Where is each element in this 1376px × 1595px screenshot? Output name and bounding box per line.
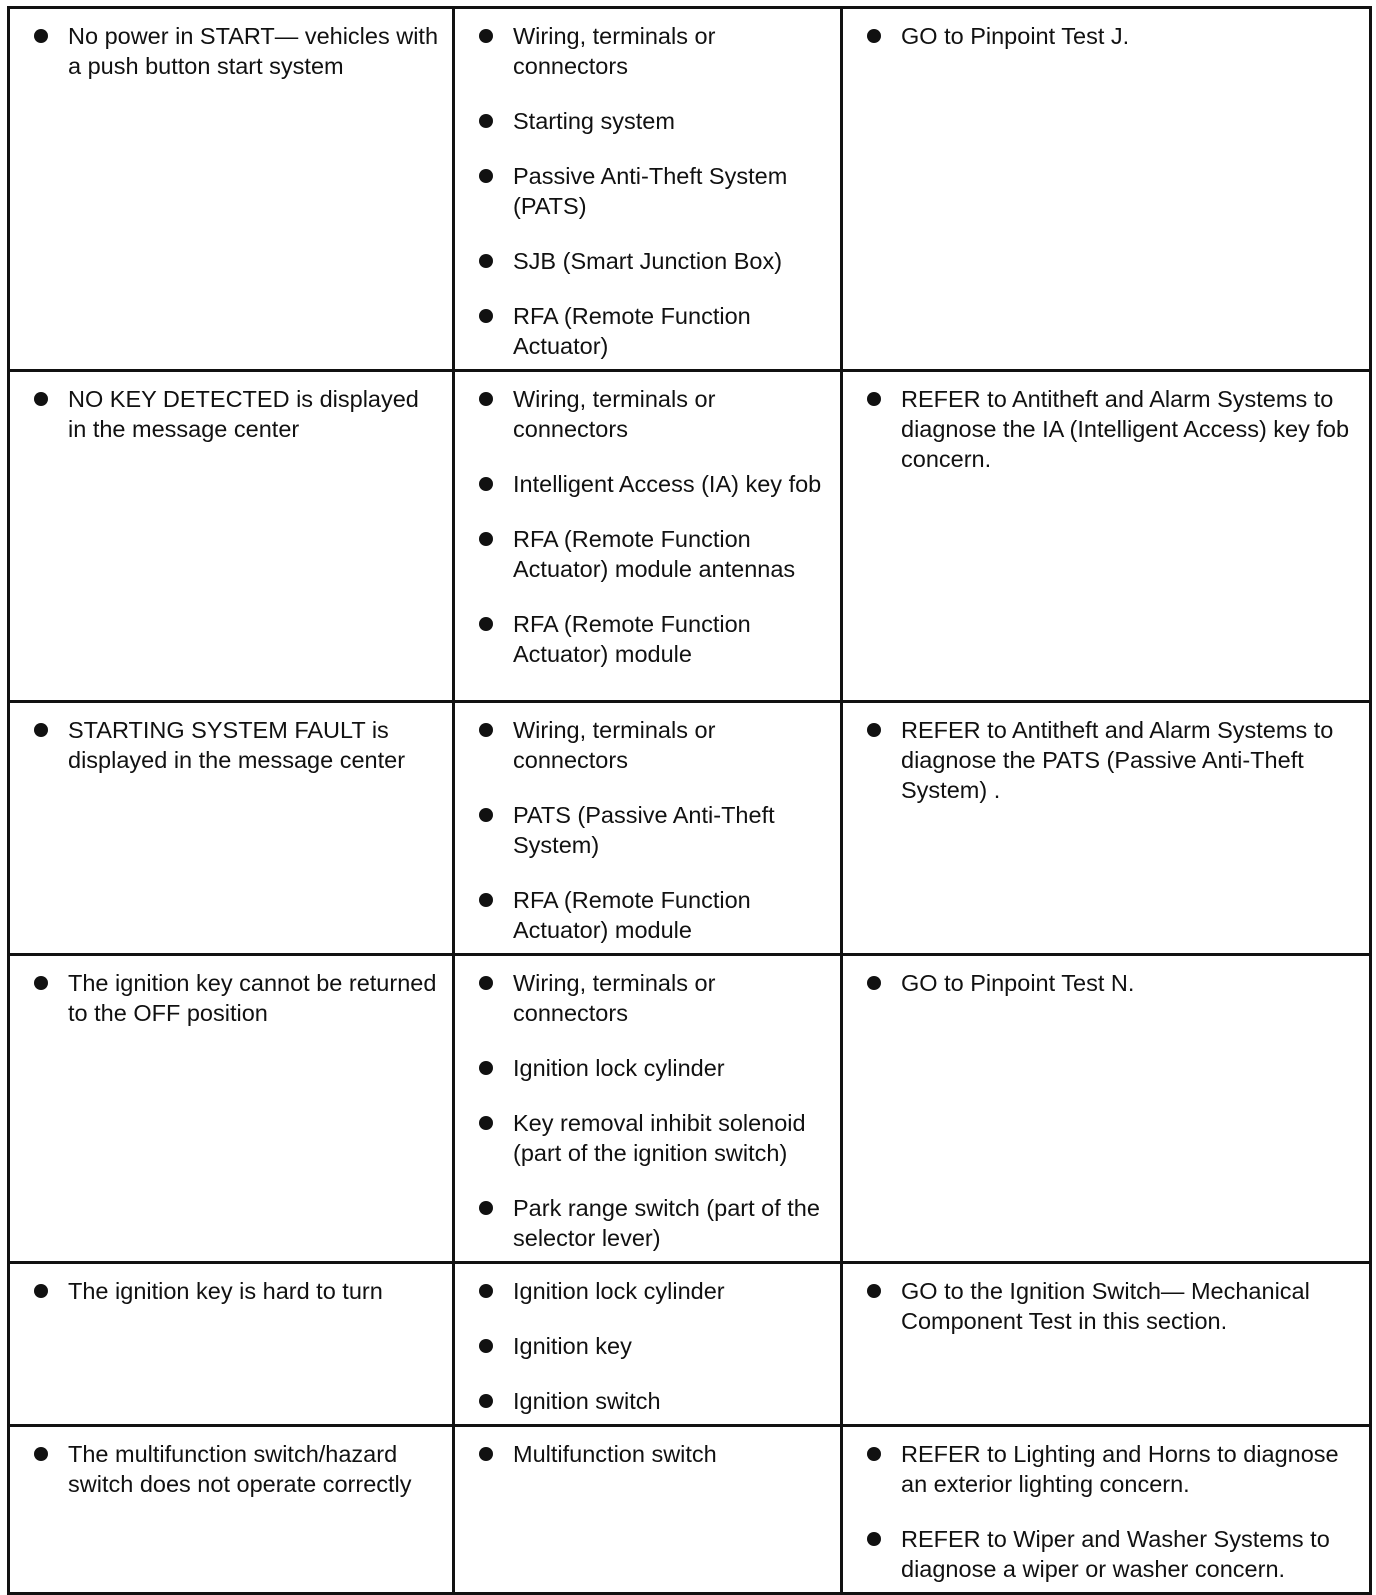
table-row [9, 8, 1371, 371]
condition-cell [9, 8, 454, 371]
list-item [465, 885, 830, 945]
bullet-icon [479, 808, 493, 822]
action-cell [842, 1426, 1371, 1594]
bullet-icon [867, 976, 881, 990]
bullet-list [853, 968, 1359, 998]
list-item [20, 715, 442, 775]
bullet-icon [479, 723, 493, 737]
bullet-list [20, 968, 442, 1028]
item-text: The ignition key cannot be returned to the OFF position [68, 970, 437, 1026]
list-item [465, 524, 830, 584]
bullet-icon [34, 1284, 48, 1298]
item-text: STARTING SYSTEM FAULT is displayed in the message center [68, 717, 406, 773]
bullet-list [465, 968, 830, 1253]
item-text: The ignition key is hard to turn [68, 1278, 383, 1304]
list-item [465, 469, 830, 499]
action-cell [842, 8, 1371, 371]
bullet-icon [479, 1284, 493, 1298]
list-item [853, 968, 1359, 998]
list-item [465, 968, 830, 1028]
table-row [9, 371, 1371, 702]
list-item [465, 1108, 830, 1168]
possible-sources-cell [454, 955, 842, 1263]
item-text: Ignition key [513, 1333, 632, 1359]
list-item [20, 384, 442, 444]
list-item [853, 1276, 1359, 1336]
list-item [853, 384, 1359, 474]
bullet-icon [479, 1061, 493, 1075]
bullet-icon [479, 1447, 493, 1461]
bullet-icon [867, 1447, 881, 1461]
item-text: REFER to Lighting and Horns to diagnose an exterior lighting concern. [901, 1441, 1339, 1497]
list-item [20, 21, 442, 81]
item-text: Park range switch (part of the selector lever) [513, 1195, 820, 1251]
item-text: No power in START— vehicles with a push button start system [68, 23, 439, 79]
action-cell [842, 702, 1371, 955]
item-text: Wiring, terminals or connectors [513, 717, 716, 773]
bullet-icon [867, 392, 881, 406]
item-text: GO to the Ignition Switch— Mechanical Component Test in this section. [901, 1278, 1310, 1334]
bullet-list [853, 384, 1359, 474]
possible-sources-cell [454, 1263, 842, 1426]
possible-sources-cell [454, 371, 842, 702]
possible-sources-cell [454, 702, 842, 955]
bullet-icon [34, 392, 48, 406]
bullet-icon [479, 114, 493, 128]
item-text: The multifunction switch/hazard switch does not operate correctly [68, 1441, 412, 1497]
list-item [465, 161, 830, 221]
list-item [853, 1524, 1359, 1584]
list-item [465, 800, 830, 860]
bullet-icon [867, 1284, 881, 1298]
bullet-list [465, 21, 830, 361]
bullet-icon [479, 169, 493, 183]
bullet-icon [479, 1116, 493, 1130]
list-item [853, 21, 1359, 51]
action-cell [842, 955, 1371, 1263]
condition-cell [9, 371, 454, 702]
item-text: SJB (Smart Junction Box) [513, 248, 783, 274]
list-item [465, 1276, 830, 1306]
action-cell [842, 371, 1371, 702]
bullet-list [853, 21, 1359, 51]
item-text: RFA (Remote Function Actuator) [513, 303, 751, 359]
bullet-icon [479, 976, 493, 990]
list-item [465, 301, 830, 361]
bullet-list [853, 1439, 1359, 1584]
item-text: Wiring, terminals or connectors [513, 386, 716, 442]
condition-cell [9, 702, 454, 955]
bullet-list [20, 1276, 442, 1306]
bullet-icon [479, 532, 493, 546]
bullet-icon [479, 477, 493, 491]
item-text: Multifunction switch [513, 1441, 717, 1467]
bullet-list [465, 384, 830, 669]
list-item [853, 1439, 1359, 1499]
item-text: NO KEY DETECTED is displayed in the message center [68, 386, 419, 442]
list-item [465, 246, 830, 276]
list-item [465, 715, 830, 775]
list-item [465, 21, 830, 81]
list-item [20, 968, 442, 1028]
bullet-list [20, 1439, 442, 1499]
condition-cell [9, 1263, 454, 1426]
bullet-list [465, 715, 830, 945]
item-text: Wiring, terminals or connectors [513, 23, 716, 79]
bullet-icon [479, 617, 493, 631]
item-text: Wiring, terminals or connectors [513, 970, 716, 1026]
list-item [20, 1276, 442, 1306]
list-item [465, 1193, 830, 1253]
bullet-icon [867, 723, 881, 737]
item-text: Ignition lock cylinder [513, 1055, 725, 1081]
bullet-icon [34, 1447, 48, 1461]
bullet-list [853, 715, 1359, 805]
bullet-icon [479, 1394, 493, 1408]
item-text: RFA (Remote Function Actuator) module [513, 611, 751, 667]
list-item [853, 715, 1359, 805]
item-text: RFA (Remote Function Actuator) module antennas [513, 526, 796, 582]
list-item [465, 1439, 830, 1469]
item-text: Ignition lock cylinder [513, 1278, 725, 1304]
item-text: REFER to Antitheft and Alarm Systems to diagnose the PATS (Passive Anti-Theft System) . [901, 717, 1334, 803]
bullet-icon [479, 392, 493, 406]
bullet-icon [867, 29, 881, 43]
symptom-chart-table [7, 6, 1372, 1595]
bullet-list [465, 1276, 830, 1416]
bullet-list [853, 1276, 1359, 1336]
bullet-icon [34, 29, 48, 43]
table-row [9, 955, 1371, 1263]
bullet-list [465, 1439, 830, 1469]
symptom-chart-body [9, 8, 1371, 1594]
bullet-icon [479, 309, 493, 323]
item-text: Ignition switch [513, 1388, 661, 1414]
list-item [465, 609, 830, 669]
list-item [465, 106, 830, 136]
item-text: GO to Pinpoint Test J. [901, 23, 1130, 49]
possible-sources-cell [454, 8, 842, 371]
bullet-icon [34, 976, 48, 990]
condition-cell [9, 1426, 454, 1594]
bullet-list [20, 21, 442, 81]
table-row [9, 1426, 1371, 1594]
list-item [465, 1053, 830, 1083]
item-text: REFER to Wiper and Washer Systems to diagnose a wiper or washer concern. [901, 1526, 1330, 1582]
item-text: Starting system [513, 108, 675, 134]
item-text: Key removal inhibit solenoid (part of the ignition switch) [513, 1110, 806, 1166]
condition-cell [9, 955, 454, 1263]
bullet-list [20, 384, 442, 444]
bullet-icon [479, 893, 493, 907]
item-text: Passive Anti-Theft System (PATS) [513, 163, 788, 219]
table-row [9, 1263, 1371, 1426]
list-item [465, 384, 830, 444]
bullet-icon [479, 1201, 493, 1215]
item-text: GO to Pinpoint Test N. [901, 970, 1135, 996]
item-text: RFA (Remote Function Actuator) module [513, 887, 751, 943]
bullet-icon [34, 723, 48, 737]
bullet-list [20, 715, 442, 775]
bullet-icon [479, 1339, 493, 1353]
bullet-icon [479, 254, 493, 268]
possible-sources-cell [454, 1426, 842, 1594]
item-text: REFER to Antitheft and Alarm Systems to diagnose the IA (Intelligent Access) key fob concern. [901, 386, 1350, 472]
item-text: Intelligent Access (IA) key fob [513, 471, 822, 497]
action-cell [842, 1263, 1371, 1426]
list-item [465, 1331, 830, 1361]
list-item [20, 1439, 442, 1499]
bullet-icon [867, 1532, 881, 1546]
item-text: PATS (Passive Anti-Theft System) [513, 802, 775, 858]
table-row [9, 702, 1371, 955]
bullet-icon [479, 29, 493, 43]
list-item [465, 1386, 830, 1416]
